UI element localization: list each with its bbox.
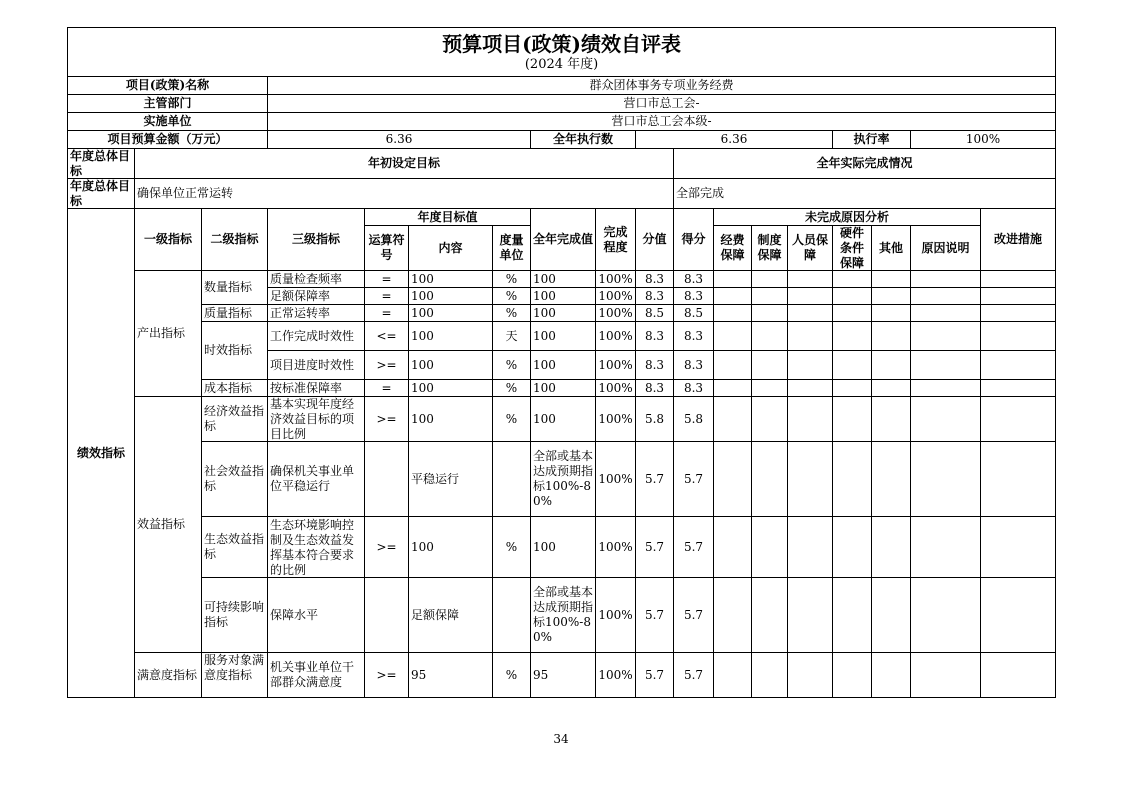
exec-value: 6.36	[636, 131, 833, 149]
value-cell: 100	[531, 351, 596, 380]
performance-self-evaluation-sheet	[67, 27, 1055, 698]
score-cell: 5.7	[636, 442, 674, 517]
empty-cell	[911, 322, 981, 351]
empty-cell	[981, 305, 1056, 322]
header-reasons: 未完成原因分析	[714, 209, 981, 226]
degree-cell: 100%	[596, 322, 636, 351]
level2-ecological: 生态效益指标	[202, 517, 268, 578]
degree-cell: 100%	[596, 442, 636, 517]
empty-cell	[872, 517, 911, 578]
empty-cell	[788, 322, 833, 351]
empty-cell	[981, 397, 1056, 442]
level3-cell: 确保机关事业单位平稳运行	[268, 442, 365, 517]
value-cell: 100	[531, 271, 596, 288]
goals-label: 年度总体目标	[68, 149, 135, 179]
operator-cell	[365, 442, 409, 517]
score-cell: 8.3	[636, 271, 674, 288]
empty-cell	[872, 653, 911, 698]
table-row	[68, 653, 1056, 698]
empty-cell	[833, 397, 872, 442]
value-cell: 100	[531, 517, 596, 578]
budget-label: 项目预算金额（万元）	[68, 131, 268, 149]
header-unit: 度量单位	[493, 226, 531, 271]
value-cell: 100	[531, 305, 596, 322]
unit-cell: %	[493, 653, 531, 698]
value-cell: 100	[531, 380, 596, 397]
level3-cell: 生态环境影响控制及生态效益发挥基本符合要求的比例	[268, 517, 365, 578]
level3-cell: 质量检查频率	[268, 271, 365, 288]
level2-time: 时效指标	[202, 322, 268, 380]
empty-cell	[872, 305, 911, 322]
table-row	[68, 578, 1056, 653]
empty-cell	[752, 442, 788, 517]
rate-label: 执行率	[833, 131, 911, 149]
empty-cell	[752, 305, 788, 322]
empty-cell	[872, 271, 911, 288]
value-cell: 100	[531, 322, 596, 351]
empty-cell	[981, 653, 1056, 698]
got-cell: 8.5	[674, 305, 714, 322]
degree-cell: 100%	[596, 351, 636, 380]
content-cell: 平稳运行	[409, 442, 493, 517]
unit-cell: %	[493, 380, 531, 397]
got-cell: 8.3	[674, 351, 714, 380]
level2-social: 社会效益指标	[202, 442, 268, 517]
empty-cell	[752, 271, 788, 288]
table-row	[68, 517, 1056, 578]
actual-result-header: 全年实际完成情况	[674, 149, 1056, 179]
content-cell: 100	[409, 351, 493, 380]
empty-cell	[911, 442, 981, 517]
empty-cell	[788, 288, 833, 305]
operator-cell: >=	[365, 653, 409, 698]
empty-cell	[981, 578, 1056, 653]
header-got-score: 得分	[674, 209, 714, 271]
operator-cell: =	[365, 271, 409, 288]
empty-cell	[788, 271, 833, 288]
got-cell: 5.8	[674, 397, 714, 442]
header-degree: 完成程度	[596, 209, 636, 271]
unit-cell: %	[493, 288, 531, 305]
degree-cell: 100%	[596, 578, 636, 653]
empty-cell	[788, 380, 833, 397]
score-cell: 8.3	[636, 351, 674, 380]
empty-cell	[872, 397, 911, 442]
empty-cell	[752, 288, 788, 305]
empty-cell	[714, 380, 752, 397]
unit-cell: %	[493, 517, 531, 578]
budget-value: 6.36	[268, 131, 531, 149]
unit-cell	[493, 442, 531, 517]
empty-cell	[833, 380, 872, 397]
header-score: 分值	[636, 209, 674, 271]
got-cell: 5.7	[674, 653, 714, 698]
page-number: 34	[553, 732, 569, 746]
empty-cell	[788, 517, 833, 578]
empty-cell	[981, 351, 1056, 380]
unit-cell: %	[493, 305, 531, 322]
level3-cell: 正常运转率	[268, 305, 365, 322]
empty-cell	[981, 517, 1056, 578]
header-level1: 一级指标	[135, 209, 202, 271]
empty-cell	[752, 578, 788, 653]
level3-cell: 工作完成时效性	[268, 322, 365, 351]
empty-cell	[833, 322, 872, 351]
content-cell: 100	[409, 271, 493, 288]
value-cell: 全部或基本达成预期指标100%-80%	[531, 442, 596, 517]
got-cell: 8.3	[674, 322, 714, 351]
score-cell: 8.3	[636, 380, 674, 397]
empty-cell	[788, 653, 833, 698]
empty-cell	[911, 351, 981, 380]
operator-cell: =	[365, 380, 409, 397]
empty-cell	[872, 351, 911, 380]
project-name-value: 群众团体事务专项业务经费	[268, 77, 1056, 95]
content-cell: 100	[409, 397, 493, 442]
got-cell: 5.7	[674, 578, 714, 653]
got-cell: 8.3	[674, 271, 714, 288]
empty-cell	[752, 322, 788, 351]
empty-cell	[872, 322, 911, 351]
empty-cell	[833, 517, 872, 578]
operator-cell: =	[365, 305, 409, 322]
got-cell: 5.7	[674, 442, 714, 517]
operator-cell: =	[365, 288, 409, 305]
evaluation-table	[67, 27, 1056, 698]
empty-cell	[788, 442, 833, 517]
header-operator: 运算符号	[365, 226, 409, 271]
level3-cell: 按标准保障率	[268, 380, 365, 397]
header-reason-system: 制度保障	[752, 226, 788, 271]
empty-cell	[788, 305, 833, 322]
level2-quantity: 数量指标	[202, 271, 268, 305]
empty-cell	[714, 517, 752, 578]
empty-cell	[752, 397, 788, 442]
empty-cell	[872, 442, 911, 517]
dept-label: 主管部门	[68, 95, 268, 113]
level2-cost: 成本指标	[202, 380, 268, 397]
empty-cell	[752, 351, 788, 380]
empty-cell	[788, 578, 833, 653]
empty-cell	[872, 578, 911, 653]
degree-cell: 100%	[596, 288, 636, 305]
empty-cell	[714, 288, 752, 305]
header-level2: 二级指标	[202, 209, 268, 271]
value-cell: 100	[531, 397, 596, 442]
empty-cell	[788, 397, 833, 442]
empty-cell	[833, 653, 872, 698]
operator-cell: >=	[365, 351, 409, 380]
got-cell: 8.3	[674, 288, 714, 305]
project-name-label: 项目(政策)名称	[68, 77, 268, 95]
header-full-year-value: 全年完成值	[531, 209, 596, 271]
score-cell: 5.7	[636, 517, 674, 578]
header-annual-target: 年度目标值	[365, 209, 531, 226]
level1-benefit: 效益指标	[135, 397, 202, 653]
header-content: 内容	[409, 226, 493, 271]
empty-cell	[981, 322, 1056, 351]
operator-cell: >=	[365, 517, 409, 578]
got-cell: 5.7	[674, 517, 714, 578]
score-cell: 8.3	[636, 288, 674, 305]
level2-quality: 质量指标	[202, 305, 268, 322]
content-cell: 足额保障	[409, 578, 493, 653]
header-reason-other: 其他	[872, 226, 911, 271]
actual-result-text: 全部完成	[674, 179, 1056, 209]
empty-cell	[714, 653, 752, 698]
degree-cell: 100%	[596, 397, 636, 442]
empty-cell	[752, 380, 788, 397]
score-cell: 5.7	[636, 578, 674, 653]
report-year: (2024 年度)	[524, 57, 599, 72]
content-cell: 100	[409, 322, 493, 351]
empty-cell	[981, 288, 1056, 305]
level1-satisfaction: 满意度指标	[135, 653, 202, 698]
table-row	[68, 271, 1056, 288]
rate-value: 100%	[911, 131, 1056, 149]
unit-cell: %	[493, 351, 531, 380]
level2-sustain: 可持续影响指标	[202, 578, 268, 653]
degree-cell: 100%	[596, 380, 636, 397]
table-row	[68, 380, 1056, 397]
unit-cell: %	[493, 271, 531, 288]
empty-cell	[981, 442, 1056, 517]
value-cell: 95	[531, 653, 596, 698]
header-reason-fund: 经费保障	[714, 226, 752, 271]
header-reason-staff: 人员保障	[788, 226, 833, 271]
empty-cell	[911, 271, 981, 288]
header-reason-desc: 原因说明	[911, 226, 981, 271]
empty-cell	[714, 271, 752, 288]
dept-value: 营口市总工会-	[268, 95, 1056, 113]
level2-economic: 经济效益指标	[202, 397, 268, 442]
table-row	[68, 322, 1056, 351]
empty-cell	[981, 271, 1056, 288]
operator-cell: <=	[365, 322, 409, 351]
empty-cell	[714, 351, 752, 380]
level1-output: 产出指标	[135, 271, 202, 397]
empty-cell	[714, 578, 752, 653]
initial-goal-text: 确保单位正常运转	[135, 179, 674, 209]
empty-cell	[752, 517, 788, 578]
table-row	[68, 397, 1056, 442]
empty-cell	[833, 351, 872, 380]
empty-cell	[833, 442, 872, 517]
empty-cell	[911, 288, 981, 305]
score-cell: 5.8	[636, 397, 674, 442]
empty-cell	[788, 351, 833, 380]
table-row	[68, 305, 1056, 322]
header-improvement: 改进措施	[981, 209, 1056, 271]
empty-cell	[714, 305, 752, 322]
empty-cell	[872, 288, 911, 305]
got-cell: 8.3	[674, 380, 714, 397]
empty-cell	[833, 271, 872, 288]
value-cell: 100	[531, 288, 596, 305]
level3-cell: 项目进度时效性	[268, 351, 365, 380]
exec-label: 全年执行数	[531, 131, 636, 149]
empty-cell	[833, 305, 872, 322]
empty-cell	[911, 653, 981, 698]
score-cell: 8.3	[636, 322, 674, 351]
empty-cell	[714, 397, 752, 442]
value-cell: 全部或基本达成预期指标100%-80%	[531, 578, 596, 653]
score-cell: 5.7	[636, 653, 674, 698]
empty-cell	[833, 578, 872, 653]
initial-goal-header: 年初设定目标	[135, 149, 674, 179]
operator-cell: >=	[365, 397, 409, 442]
empty-cell	[714, 322, 752, 351]
degree-cell: 100%	[596, 653, 636, 698]
content-cell: 100	[409, 288, 493, 305]
empty-cell	[911, 397, 981, 442]
level3-cell: 机关事业单位干部群众满意度	[268, 653, 365, 698]
title-block	[68, 28, 1056, 77]
header-reason-hardware: 硬件条件保障	[833, 226, 872, 271]
empty-cell	[714, 442, 752, 517]
content-cell: 95	[409, 653, 493, 698]
level2-service: 服务对象满意度指标	[202, 653, 268, 698]
content-cell: 100	[409, 305, 493, 322]
goals-label-2: 年度总体目标	[68, 179, 135, 209]
empty-cell	[833, 288, 872, 305]
table-row	[68, 442, 1056, 517]
empty-cell	[911, 305, 981, 322]
unit-cell: %	[493, 397, 531, 442]
unit-cell: 天	[493, 322, 531, 351]
empty-cell	[981, 380, 1056, 397]
header-level3: 三级指标	[268, 209, 365, 271]
empty-cell	[872, 380, 911, 397]
content-cell: 100	[409, 380, 493, 397]
empty-cell	[911, 578, 981, 653]
score-cell: 8.5	[636, 305, 674, 322]
unit-value: 营口市总工会本级-	[268, 113, 1056, 131]
operator-cell	[365, 578, 409, 653]
empty-cell	[911, 517, 981, 578]
degree-cell: 100%	[596, 271, 636, 288]
level3-cell: 保障水平	[268, 578, 365, 653]
perf-indicator-label: 绩效指标	[68, 209, 135, 698]
empty-cell	[911, 380, 981, 397]
unit-cell	[493, 578, 531, 653]
content-cell: 100	[409, 517, 493, 578]
degree-cell: 100%	[596, 517, 636, 578]
empty-cell	[752, 653, 788, 698]
unit-label: 实施单位	[68, 113, 268, 131]
level3-cell: 足额保障率	[268, 288, 365, 305]
page-title: 预算项目(政策)绩效自评表	[442, 32, 682, 56]
degree-cell: 100%	[596, 305, 636, 322]
level3-cell: 基本实现年度经济效益目标的项目比例	[268, 397, 365, 442]
